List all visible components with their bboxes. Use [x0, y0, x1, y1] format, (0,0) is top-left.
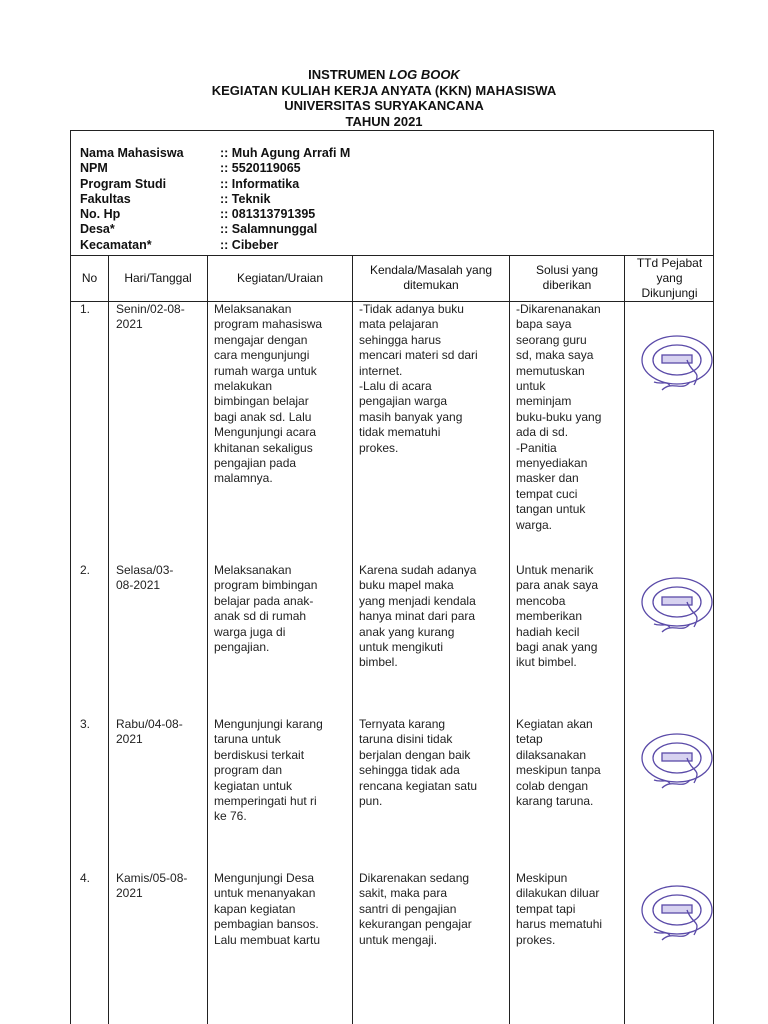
info-row-village: Desa* :: Salamnunggal	[80, 222, 318, 237]
column-divider	[509, 255, 510, 1024]
row-problem: -Tidak adanya buku mata pelajaran sehingga harus mencari materi sd dari internet. -Lalu di acara pengajian warga masih banyak yang tidak mematuhi prokes.	[359, 302, 478, 455]
row-solution: -Dikarenanakan bapa saya seorang guru sd, maka saya memutuskan untuk meminjam buku-buku yang ada di sd. -Panitia menyediakan masker dan tempat cuci tangan untuk warga.	[516, 302, 602, 532]
row-activity: Melaksanakan program mahasiswa mengajar dengan cara mengunjungi rumah warga untuk melakukan bimbingan belajar bagi anak sd. Lalu Mengunjungi acara khitanan sekaligus pengajian pada malamnya.	[214, 302, 323, 486]
header-line-4: TAHUN 2021	[345, 113, 423, 129]
row-activity: Melaksanakan program bimbingan belajar pada anak- anak sd di rumah warga juga di pengajian.	[214, 563, 318, 655]
column-divider	[352, 255, 353, 1024]
column-header-signature: TTd Pejabat yang Dikunjungi	[636, 255, 703, 300]
column-header-no: No	[81, 270, 98, 285]
stamp-signature-icon	[632, 728, 722, 798]
info-row-phone: No. Hp :: 081313791395	[80, 207, 316, 222]
stamp-signature-icon	[632, 572, 722, 642]
row-date: Rabu/04-08- 2021	[116, 717, 183, 747]
student-info	[80, 146, 350, 253]
column-divider	[624, 255, 625, 1024]
row-activity: Mengunjungi Desa untuk menanyakan kapan kegiatan pembagian bansos. Lalu membuat kartu	[214, 871, 321, 947]
column-divider	[207, 255, 208, 1024]
document-header	[0, 67, 768, 129]
row-number: 3.	[80, 717, 91, 731]
stamp-signature-icon	[632, 330, 722, 400]
info-row-program: Program Studi :: Informatika	[80, 176, 300, 191]
row-activity: Mengunjungi karang taruna untuk berdiskusi terkait program dan kegiatan untuk memperingati hut ri ke 76.	[214, 717, 323, 824]
header-line-1: INSTRUMEN LOG BOOK	[308, 67, 460, 82]
info-row-npm: NPM :: 5520119065	[80, 161, 301, 176]
row-solution: Kegiatan akan tetap dilaksanakan meskipun tanpa colab dengan karang taruna.	[516, 717, 601, 809]
row-date: Senin/02-08- 2021	[116, 302, 185, 332]
header-line-3: UNIVERSITAS SURYAKANCANA	[284, 98, 484, 113]
row-solution: Untuk menarik para anak saya mencoba memberikan hadiah kecil bagi anak yang ikut bimbel.	[516, 563, 599, 670]
column-header-solution: Solusi yang diberikan	[535, 263, 599, 292]
row-number: 4.	[80, 871, 91, 885]
row-problem: Dikarenakan sedang sakit, maka para santri di pengajian kekurangan pengajar untuk mengaji.	[359, 871, 472, 947]
row-number: 2.	[80, 563, 91, 577]
info-row-faculty: Fakultas :: Teknik	[80, 191, 271, 206]
header-line-2: KEGIATAN KULIAH KERJA ANYATA (KKN) MAHASISWA	[211, 82, 557, 98]
row-solution: Meskipun dilakukan diluar tempat tapi harus mematuhi prokes.	[516, 871, 603, 947]
column-divider	[108, 255, 109, 1024]
column-header-activity: Kegiatan/Uraian	[236, 270, 324, 285]
stamp-signature-icon	[632, 880, 722, 950]
row-date: Kamis/05-08- 2021	[116, 871, 188, 901]
row-problem: Ternyata karang taruna disini tidak berjalan dengan baik sehingga tidak ada rencana kegiatan satu pun.	[359, 717, 478, 809]
row-problem: Karena sudah adanya buku mapel maka yang menjadi kendala hanya minat dari para anak yang kurang untuk mengikuti bimbel.	[359, 563, 477, 670]
column-header-problem: Kendala/Masalah yang ditemukan	[369, 263, 493, 292]
row-date: Selasa/03- 08-2021	[116, 563, 174, 593]
column-header-date: Hari/Tanggal	[124, 270, 192, 285]
info-row-name: Nama Mahasiswa :: Muh Agung Arrafi M	[80, 146, 351, 160]
row-number: 1.	[80, 302, 91, 316]
info-row-district: Kecamatan* :: Cibeber	[80, 237, 279, 252]
